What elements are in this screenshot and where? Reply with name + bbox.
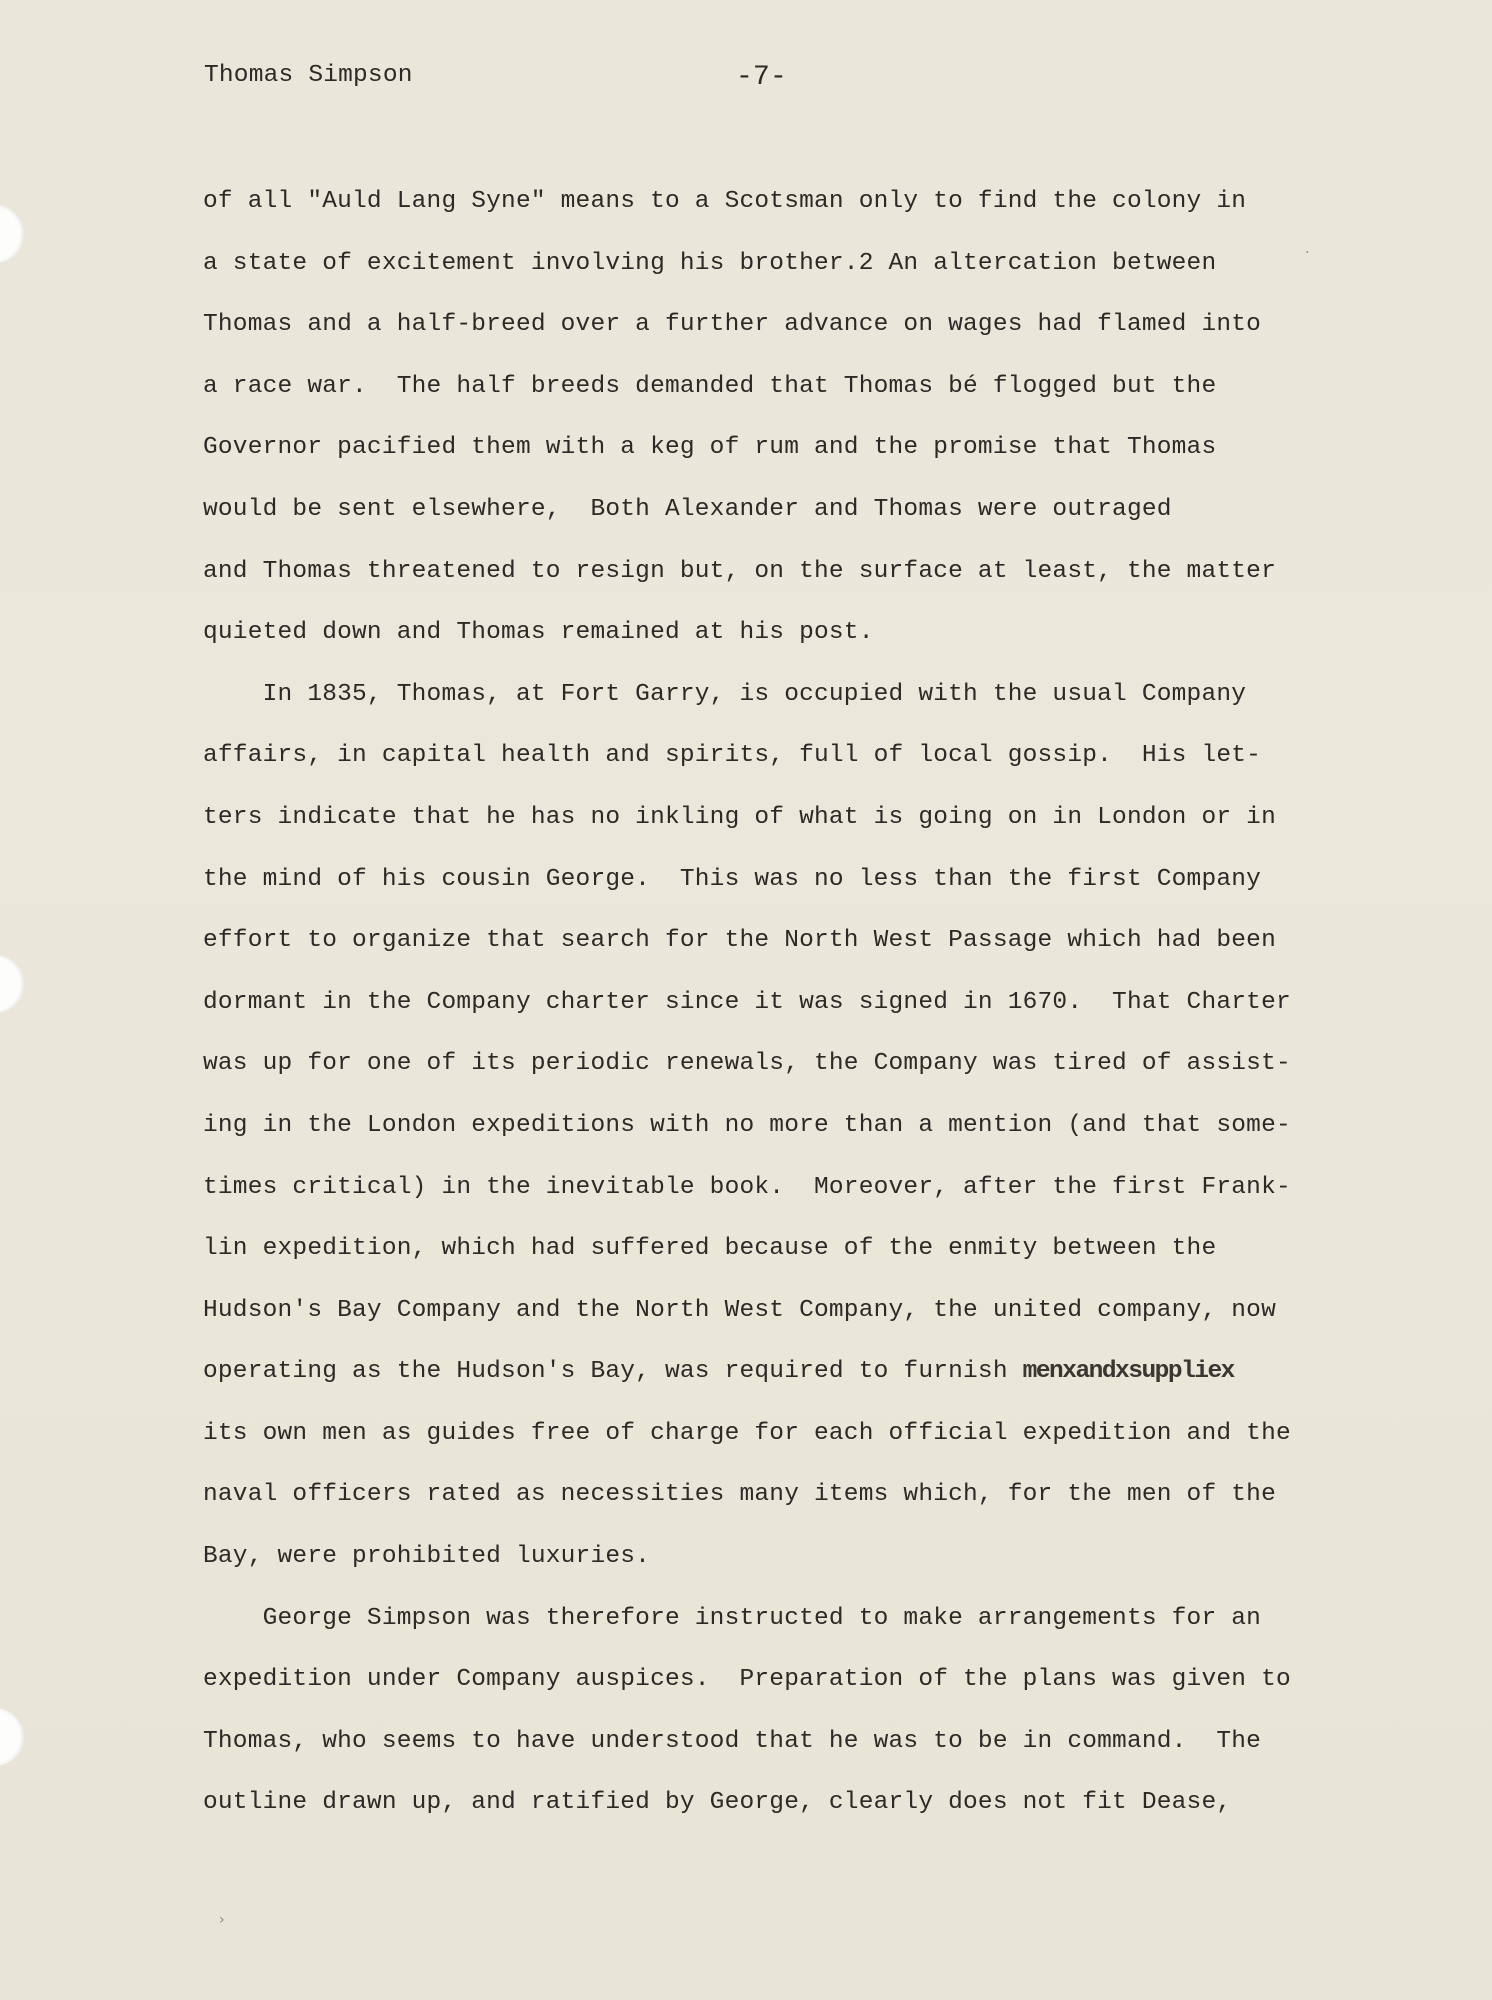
page-header — [204, 62, 1304, 92]
text-line: In 1835, Thomas, at Fort Garry, is occupied with the usual Company — [203, 680, 1247, 708]
stray-mark: › — [219, 1912, 225, 1928]
text-line: was up for one of its periodic renewals, the Company was tired of assist- — [203, 1050, 1291, 1078]
text-line: naval officers rated as necessities many items which, for the men of the — [203, 1481, 1276, 1509]
text-line: Hudson's Bay Company and the North West Company, the united company, now — [203, 1296, 1276, 1324]
text-line: the mind of his cousin George. This was no less than the first Company — [203, 865, 1262, 893]
text-line: times critical) in the inevitable book. Moreover, after the first Frank- — [203, 1173, 1291, 1201]
text-line: Thomas, who seems to have understood that he was to be in command. The — [203, 1727, 1262, 1755]
body-text — [203, 183, 1333, 1846]
text-line: dormant in the Company charter since it was signed in 1670. That Charter — [203, 988, 1291, 1016]
text-line: George Simpson was therefore instructed to make arrangements for an — [203, 1604, 1262, 1632]
text-line: a state of excitement involving his brother.2 An altercation between — [203, 249, 1217, 277]
text-line: effort to organize that search for the North West Passage which had been — [203, 927, 1276, 955]
text-line: ters indicate that he has no inkling of what is going on in London or in — [203, 803, 1276, 831]
text-line: a race war. The half breeds demanded that Thomas bé flogged but the — [203, 372, 1217, 400]
punch-hole — [0, 1708, 24, 1766]
text-line: its own men as guides free of charge for each official expedition and the — [203, 1419, 1291, 1447]
header-author: Thomas Simpson — [204, 62, 413, 89]
text-segment: operating as the Hudson's Bay, was required to furnish — [203, 1358, 1023, 1386]
text-line: Bay, were prohibited luxuries. — [203, 1543, 651, 1571]
punch-hole — [0, 955, 24, 1013]
text-line: affairs, in capital health and spirits, full of local gossip. His let- — [203, 742, 1262, 770]
text-line: quieted down and Thomas remained at his post. — [203, 619, 874, 647]
punch-hole — [0, 205, 24, 263]
text-line-with-strikeover — [203, 1353, 1333, 1415]
page-number: -7- — [736, 62, 788, 93]
text-line: Governor pacified them with a keg of rum and the promise that Thomas — [203, 434, 1217, 462]
text-line: ing in the London expeditions with no more than a mention (and that some- — [203, 1111, 1291, 1139]
stray-mark: · — [1305, 245, 1310, 261]
text-line: outline drawn up, and ratified by George, clearly does not fit Dease, — [203, 1789, 1232, 1817]
text-line: Thomas and a half-breed over a further advance on wages had flamed into — [203, 311, 1262, 339]
text-line: expedition under Company auspices. Preparation of the plans was given to — [203, 1666, 1291, 1694]
text-line: would be sent elsewhere, Both Alexander and Thomas were outraged — [203, 495, 1172, 523]
text-line: lin expedition, which had suffered because of the enmity between the — [203, 1235, 1217, 1263]
text-line: of all "Auld Lang Syne" means to a Scotsman only to find the colony in — [203, 188, 1247, 215]
text-line: and Thomas threatened to resign but, on the surface at least, the matter — [203, 557, 1276, 585]
struck-out-text: menxandxsuppliex — [1022, 1358, 1234, 1386]
